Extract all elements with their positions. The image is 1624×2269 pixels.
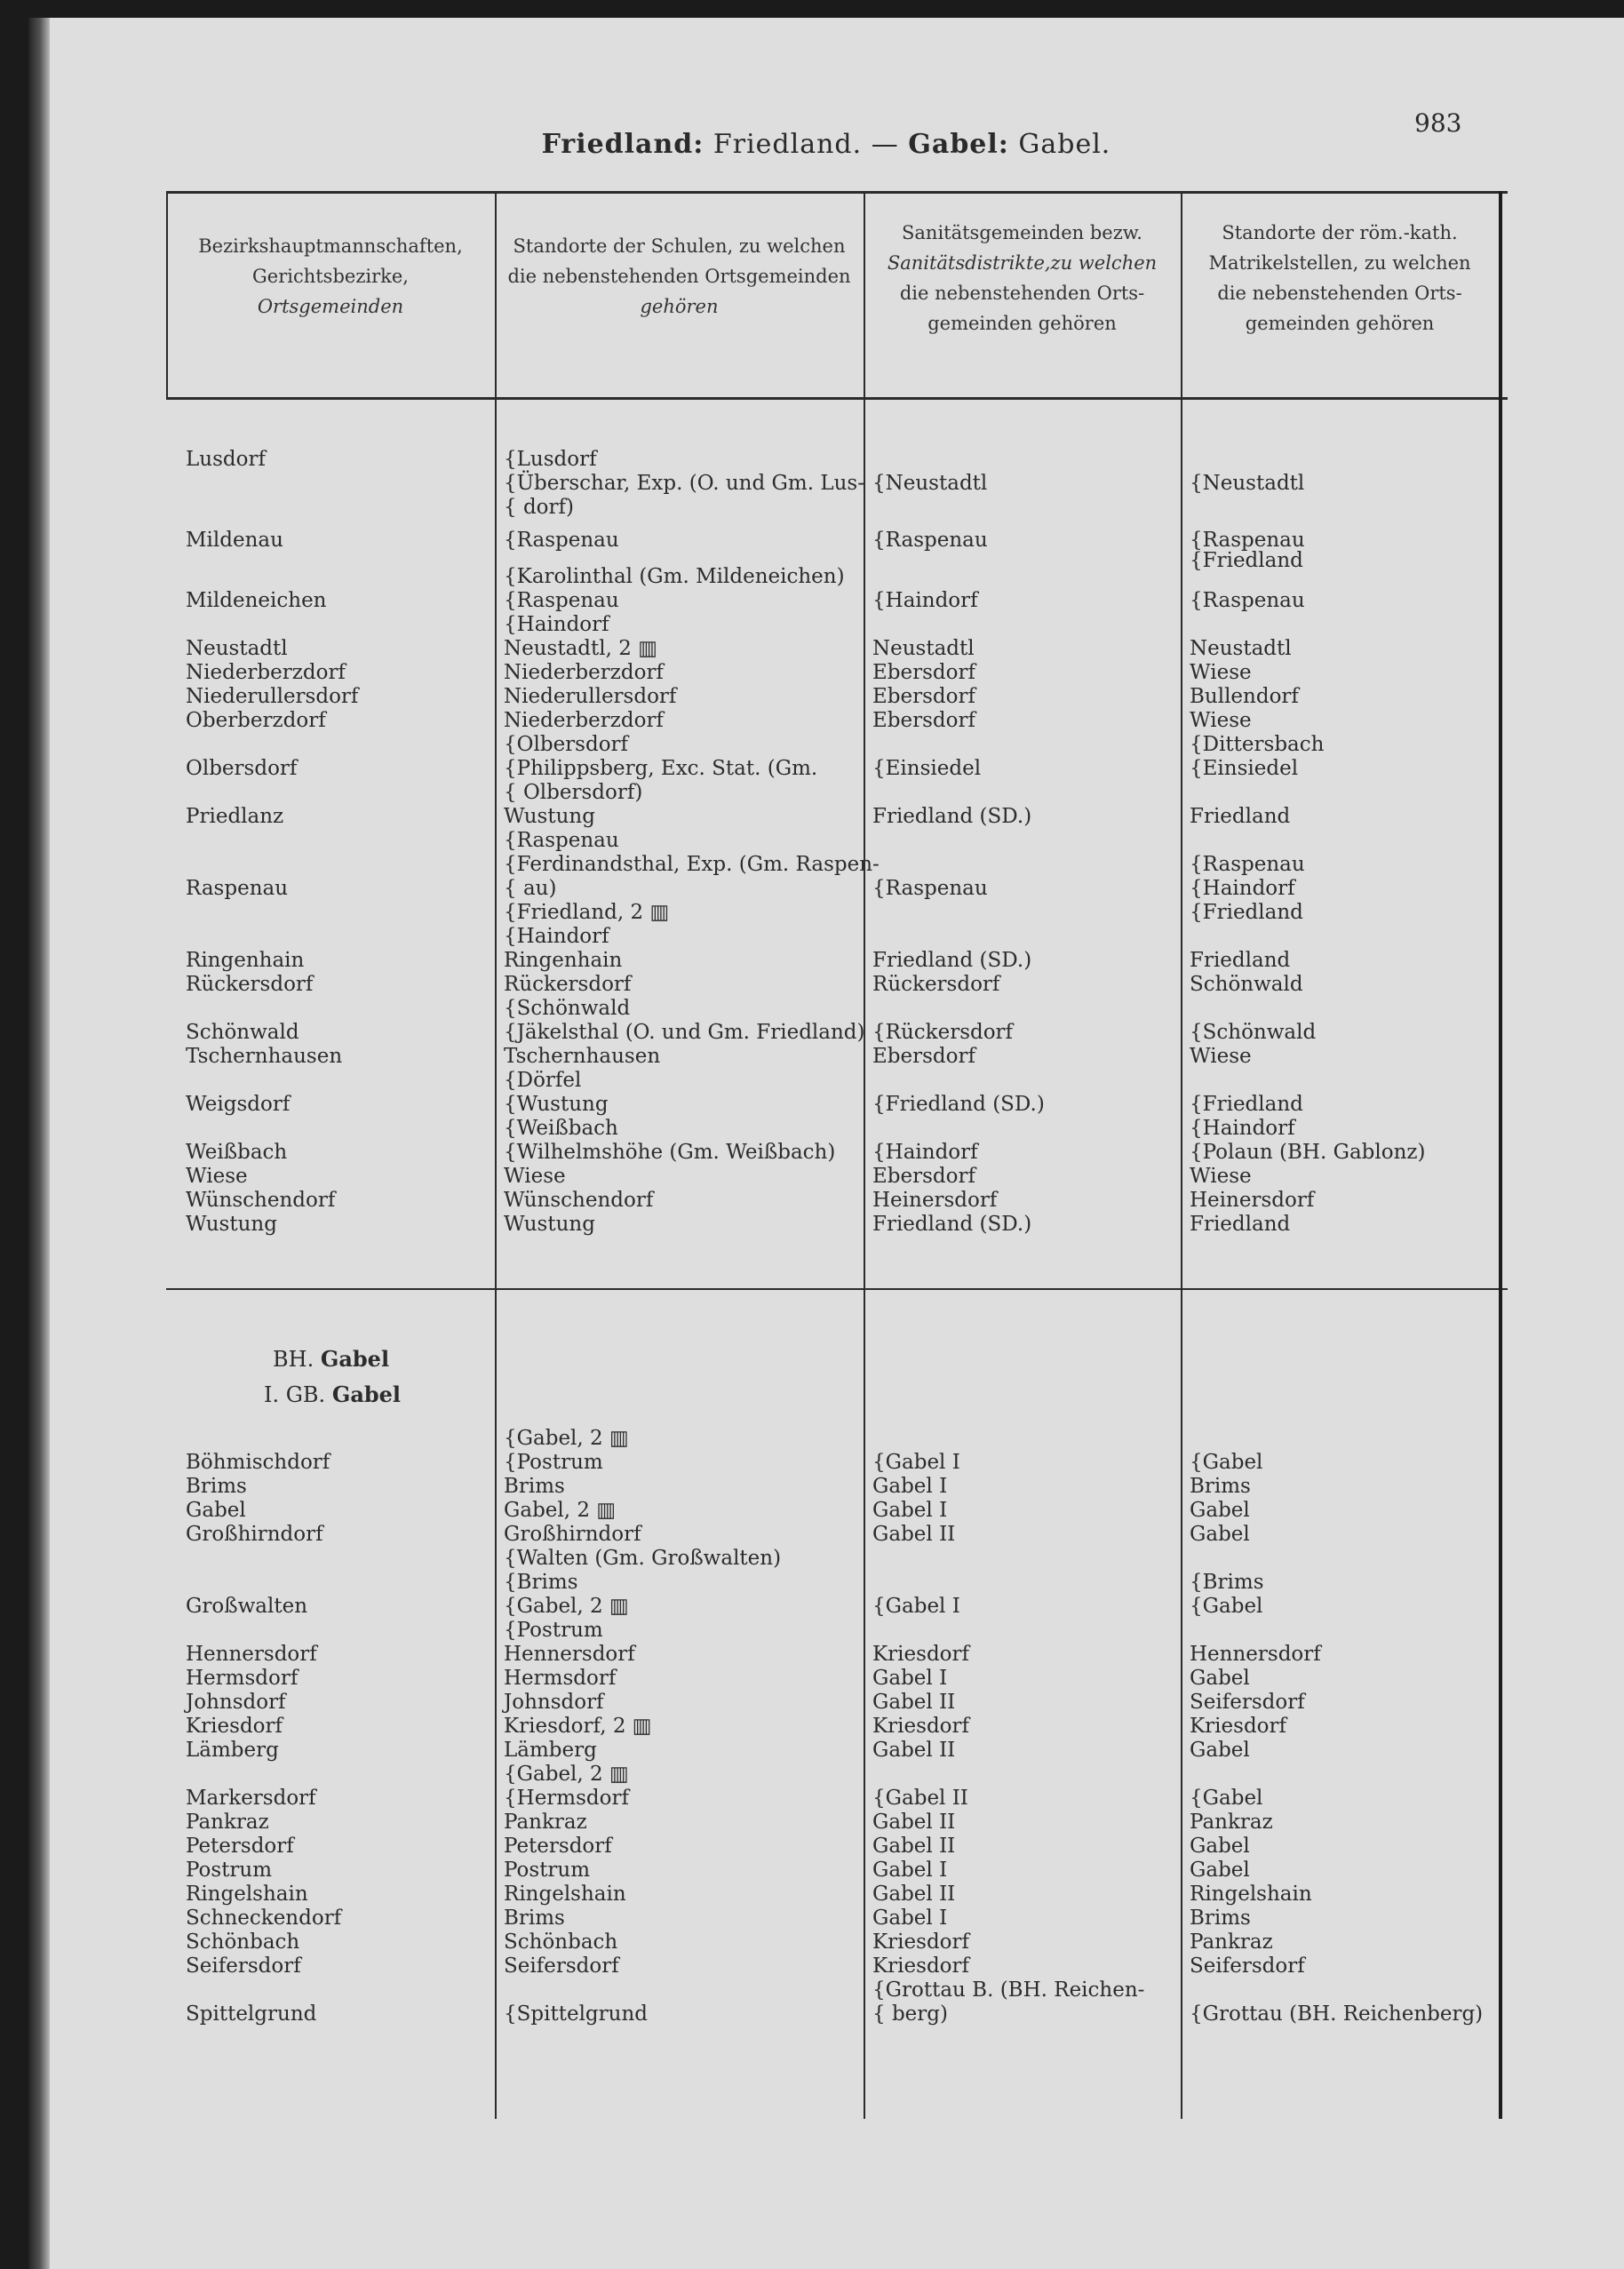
friedland-row-22-c4: Schönwald xyxy=(1190,973,1303,996)
header-district-b: Gabel: xyxy=(908,129,1009,160)
header-court-a: Friedland. xyxy=(712,129,863,160)
friedland-row-13-c3: {Einsiedel xyxy=(872,757,982,780)
header-line: Sanitätsgemeinden bezw. xyxy=(902,222,1142,243)
friedland-row-29-c3: {Haindorf xyxy=(872,1141,978,1164)
gabel-row-17-c2: Petersdorf xyxy=(504,1835,612,1858)
friedland-row-24-c3: {Rückersdorf xyxy=(872,1021,1014,1044)
gabel-row-1-c4: {Gabel xyxy=(1190,1451,1263,1474)
gabel-row-11-c2: Johnsdorf xyxy=(504,1691,604,1714)
friedland-row-13-c1: Olbersdorf xyxy=(186,757,298,780)
gabel-row-9-c2: Hennersdorf xyxy=(504,1643,635,1666)
column-header-matrikel xyxy=(1181,218,1499,338)
gabel-row-7-c1: Großwalten xyxy=(186,1595,308,1618)
column-divider-3 xyxy=(1181,191,1182,2119)
gabel-row-3-c1: Gabel xyxy=(186,1499,246,1522)
friedland-row-21-c1: Ringenhain xyxy=(186,949,305,972)
gabel-row-2-c4: Brims xyxy=(1190,1475,1251,1498)
friedland-row-32-c1: Wustung xyxy=(186,1213,277,1236)
friedland-row-18-c3: {Raspenau xyxy=(872,877,988,900)
header-line: Bezirkshauptmannschaften, xyxy=(198,235,463,257)
gabel-row-5-c2: {Walten (Gm. Großwalten) xyxy=(504,1547,782,1570)
gabel-row-20-c4: Brims xyxy=(1190,1907,1251,1930)
running-header xyxy=(28,129,1624,160)
friedland-row-5-c2: {Karolinthal (Gm. Mildeneichen) xyxy=(504,565,845,588)
gb-name: Gabel xyxy=(331,1381,402,1407)
friedland-row-27-c3: {Friedland (SD.) xyxy=(872,1093,1045,1116)
friedland-row-22-c3: Rückersdorf xyxy=(872,973,1000,996)
section-divider-rule xyxy=(166,1288,1508,1290)
gabel-row-10-c3: Gabel I xyxy=(872,1667,948,1690)
friedland-row-3-c1: Mildenau xyxy=(186,529,283,552)
gabel-row-15-c1: Markersdorf xyxy=(186,1787,316,1810)
friedland-row-17-c4: {Raspenau xyxy=(1190,853,1305,876)
gabel-row-21-c1: Schönbach xyxy=(186,1931,300,1954)
friedland-row-23-c2: {Schönwald xyxy=(504,997,631,1020)
gabel-row-17-c3: Gabel II xyxy=(872,1835,956,1858)
friedland-row-22-c2: Rückersdorf xyxy=(504,973,632,996)
gabel-row-22-c3: Kriesdorf xyxy=(872,1955,970,1978)
friedland-row-32-c3: Friedland (SD.) xyxy=(872,1213,1032,1236)
friedland-row-24-c1: Schönwald xyxy=(186,1021,299,1044)
gabel-row-15-c4: {Gabel xyxy=(1190,1787,1263,1810)
friedland-row-3-c2: {Raspenau xyxy=(504,529,619,552)
gabel-row-21-c3: Kriesdorf xyxy=(872,1931,970,1954)
friedland-row-21-c4: Friedland xyxy=(1190,949,1291,972)
gabel-row-24-c4: {Grottau (BH. Reichenberg) xyxy=(1190,2002,1484,2026)
friedland-row-24-c4: {Schönwald xyxy=(1190,1021,1317,1044)
gabel-row-4-c1: Großhirndorf xyxy=(186,1523,323,1546)
gabel-row-3-c2: Gabel, 2 ▥ xyxy=(504,1499,617,1522)
gabel-row-16-c2: Pankraz xyxy=(504,1811,587,1834)
friedland-row-30-c3: Ebersdorf xyxy=(872,1165,975,1188)
gabel-row-9-c4: Hennersdorf xyxy=(1190,1643,1321,1666)
gabel-row-9-c3: Kriesdorf xyxy=(872,1643,970,1666)
table-top-rule xyxy=(166,191,1508,194)
column-divider-1 xyxy=(495,191,497,2119)
friedland-row-9-c4: Wiese xyxy=(1190,661,1252,684)
friedland-row-11-c3: Ebersdorf xyxy=(872,709,975,732)
friedland-row-2-c2: { dorf) xyxy=(504,496,574,519)
gabel-row-14-c2: {Gabel, 2 ▥ xyxy=(504,1763,629,1786)
column-header-schulen xyxy=(495,231,864,322)
gabel-row-11-c3: Gabel II xyxy=(872,1691,956,1714)
friedland-row-20-c2: {Haindorf xyxy=(504,925,609,948)
friedland-row-32-c2: Wustung xyxy=(504,1213,595,1236)
friedland-row-25-c2: Tschernhausen xyxy=(504,1045,661,1068)
book-spine-shadow xyxy=(28,18,50,2269)
friedland-row-8-c4: Neustadtl xyxy=(1190,637,1292,660)
gabel-row-16-c3: Gabel II xyxy=(872,1811,956,1834)
gabel-row-3-c3: Gabel I xyxy=(872,1499,948,1522)
gabel-row-19-c4: Ringelshain xyxy=(1190,1883,1312,1906)
gabel-row-8-c2: {Postrum xyxy=(504,1619,603,1642)
friedland-row-6-c4: {Raspenau xyxy=(1190,589,1305,612)
friedland-row-3-c4: {Raspenau xyxy=(1190,529,1305,552)
friedland-row-7-c2: {Haindorf xyxy=(504,613,609,636)
friedland-row-8-c1: Neustadtl xyxy=(186,637,288,660)
gabel-row-11-c1: Johnsdorf xyxy=(186,1691,286,1714)
gabel-row-13-c2: Lämberg xyxy=(504,1739,597,1762)
gabel-row-7-c4: {Gabel xyxy=(1190,1595,1263,1618)
friedland-row-10-c1: Niederullersdorf xyxy=(186,685,359,708)
header-line: Ortsgemeinden xyxy=(257,296,404,317)
gabel-row-13-c3: Gabel II xyxy=(872,1739,956,1762)
friedland-row-8-c2: Neustadtl, 2 ▥ xyxy=(504,637,657,660)
friedland-row-28-c4: {Haindorf xyxy=(1190,1117,1295,1140)
friedland-row-29-c4: {Polaun (BH. Gablonz) xyxy=(1190,1141,1426,1164)
gabel-row-22-c4: Seifersdorf xyxy=(1190,1955,1305,1978)
header-line: die nebenstehenden Orts- xyxy=(899,283,1145,304)
friedland-row-0-c1: Lusdorf xyxy=(186,448,266,471)
gabel-row-12-c2: Kriesdorf, 2 ▥ xyxy=(504,1715,652,1738)
gabel-row-17-c4: Gabel xyxy=(1190,1835,1250,1858)
gabel-row-24-c2: {Spittelgrund xyxy=(504,2002,648,2026)
friedland-row-18-c2: { au) xyxy=(504,877,557,900)
gabel-row-21-c2: Schönbach xyxy=(504,1931,618,1954)
gabel-row-20-c1: Schneckendorf xyxy=(186,1907,342,1930)
gb-prefix: I. GB. xyxy=(264,1382,326,1407)
gabel-row-19-c2: Ringelshain xyxy=(504,1883,626,1906)
friedland-row-6-c1: Mildeneichen xyxy=(186,589,327,612)
friedland-row-3-c3: {Raspenau xyxy=(872,529,988,552)
column-header-sanitaet xyxy=(864,218,1181,338)
friedland-row-18-c4: {Haindorf xyxy=(1190,877,1295,900)
gabel-row-10-c1: Hermsdorf xyxy=(186,1667,299,1690)
friedland-row-12-c4: {Dittersbach xyxy=(1190,733,1325,756)
gabel-row-10-c2: Hermsdorf xyxy=(504,1667,617,1690)
gabel-row-13-c1: Lämberg xyxy=(186,1739,279,1762)
friedland-row-17-c2: {Ferdinandsthal, Exp. (Gm. Raspen- xyxy=(504,853,880,876)
gabel-row-12-c4: Kriesdorf xyxy=(1190,1715,1287,1738)
header-line: gemeinden gehören xyxy=(1245,313,1435,334)
friedland-row-15-c1: Priedlanz xyxy=(186,805,284,828)
gabel-row-15-c3: {Gabel II xyxy=(872,1787,968,1810)
friedland-row-32-c4: Friedland xyxy=(1190,1213,1291,1236)
gabel-row-18-c3: Gabel I xyxy=(872,1859,948,1882)
gabel-row-24-c3: { berg) xyxy=(872,2002,948,2026)
gabel-row-1-c3: {Gabel I xyxy=(872,1451,960,1474)
gabel-row-7-c2: {Gabel, 2 ▥ xyxy=(504,1595,629,1618)
gabel-row-19-c3: Gabel II xyxy=(872,1883,956,1906)
header-line: Standorte der Schulen, zu welchen xyxy=(513,235,846,257)
friedland-row-31-c2: Wünschendorf xyxy=(504,1189,654,1212)
bh-name: Gabel xyxy=(320,1346,390,1372)
friedland-row-29-c2: {Wilhelmshöhe (Gm. Weißbach) xyxy=(504,1141,836,1164)
gabel-row-4-c4: Gabel xyxy=(1190,1523,1250,1546)
friedland-row-11-c1: Oberberzdorf xyxy=(186,709,326,732)
gabel-row-18-c2: Postrum xyxy=(504,1859,591,1882)
gabel-row-9-c1: Hennersdorf xyxy=(186,1643,317,1666)
friedland-row-9-c1: Niederberzdorf xyxy=(186,661,346,684)
friedland-row-6-c3: {Haindorf xyxy=(872,589,978,612)
friedland-row-18-c1: Raspenau xyxy=(186,877,289,900)
gabel-row-1-c2: {Postrum xyxy=(504,1451,603,1474)
gabel-row-20-c2: Brims xyxy=(504,1907,565,1930)
gabel-row-11-c4: Seifersdorf xyxy=(1190,1691,1305,1714)
friedland-row-10-c4: Bullendorf xyxy=(1190,685,1299,708)
friedland-row-30-c1: Wiese xyxy=(186,1165,248,1188)
friedland-row-9-c2: Niederberzdorf xyxy=(504,661,664,684)
friedland-row-31-c1: Wünschendorf xyxy=(186,1189,336,1212)
gabel-row-23-c3: {Grottau B. (BH. Reichen- xyxy=(872,1978,1145,2002)
header-separator: — xyxy=(871,129,899,160)
gabel-row-18-c4: Gabel xyxy=(1190,1859,1250,1882)
gabel-row-21-c4: Pankraz xyxy=(1190,1931,1273,1954)
friedland-row-1-c2: {Überschar, Exp. (O. und Gm. Lus- xyxy=(504,472,864,495)
friedland-row-21-c2: Ringenhain xyxy=(504,949,623,972)
friedland-row-19-c2: {Friedland, 2 ▥ xyxy=(504,901,670,924)
friedland-row-31-c3: Heinersdorf xyxy=(872,1189,998,1212)
friedland-row-13-c4: {Einsiedel xyxy=(1190,757,1299,780)
gabel-row-24-c1: Spittelgrund xyxy=(186,2002,317,2026)
header-line: Gerichtsbezirke, xyxy=(252,266,409,287)
header-line: gehören xyxy=(640,296,719,317)
friedland-row-1-c3: {Neustadtl xyxy=(872,472,988,495)
header-line: Standorte der röm.-kath. xyxy=(1222,222,1458,243)
friedland-row-27-c4: {Friedland xyxy=(1190,1093,1303,1116)
section-gb-heading xyxy=(264,1381,401,1407)
gabel-row-10-c4: Gabel xyxy=(1190,1667,1250,1690)
header-bottom-rule xyxy=(166,397,1508,400)
friedland-row-29-c1: Weißbach xyxy=(186,1141,288,1164)
gabel-row-22-c1: Seifersdorf xyxy=(186,1955,301,1978)
gabel-row-2-c3: Gabel I xyxy=(872,1475,948,1498)
friedland-row-21-c3: Friedland (SD.) xyxy=(872,949,1032,972)
gabel-row-4-c2: Großhirndorf xyxy=(504,1523,641,1546)
friedland-row-10-c3: Ebersdorf xyxy=(872,685,975,708)
friedland-row-27-c1: Weigsdorf xyxy=(186,1093,291,1116)
friedland-row-10-c2: Niederullersdorf xyxy=(504,685,677,708)
header-line: die nebenstehenden Ortsgemeinden xyxy=(507,266,851,287)
gabel-row-1-c1: Böhmischdorf xyxy=(186,1451,330,1474)
header-district-a: Friedland: xyxy=(541,129,705,160)
gabel-row-22-c2: Seifersdorf xyxy=(504,1955,619,1978)
gabel-row-18-c1: Postrum xyxy=(186,1859,273,1882)
friedland-row-15-c2: Wustung xyxy=(504,805,595,828)
friedland-row-16-c2: {Raspenau xyxy=(504,829,619,852)
friedland-row-13-c2: {Philippsberg, Exc. Stat. (Gm. xyxy=(504,757,818,780)
friedland-row-11-c4: Wiese xyxy=(1190,709,1252,732)
gabel-row-16-c1: Pankraz xyxy=(186,1811,269,1834)
gabel-row-0-c2: {Gabel, 2 ▥ xyxy=(504,1427,629,1450)
friedland-row-25-c4: Wiese xyxy=(1190,1045,1252,1068)
friedland-row-0-c2: {Lusdorf xyxy=(504,448,597,471)
friedland-row-6-c2: {Raspenau xyxy=(504,589,619,612)
gabel-row-13-c4: Gabel xyxy=(1190,1739,1250,1762)
friedland-row-30-c4: Wiese xyxy=(1190,1165,1252,1188)
gabel-row-16-c4: Pankraz xyxy=(1190,1811,1273,1834)
friedland-row-14-c2: { Olbersdorf) xyxy=(504,781,643,804)
friedland-row-31-c4: Heinersdorf xyxy=(1190,1189,1315,1212)
gabel-row-6-c4: {Brims xyxy=(1190,1571,1264,1594)
friedland-row-25-c1: Tschernhausen xyxy=(186,1045,343,1068)
header-line: die nebenstehenden Orts- xyxy=(1217,283,1462,304)
friedland-row-8-c3: Neustadtl xyxy=(872,637,975,660)
gabel-row-6-c2: {Brims xyxy=(504,1571,578,1594)
friedland-row-15-c3: Friedland (SD.) xyxy=(872,805,1032,828)
friedland-row-12-c2: {Olbersdorf xyxy=(504,733,629,756)
bh-prefix: BH. xyxy=(273,1347,314,1372)
gabel-row-19-c1: Ringelshain xyxy=(186,1883,308,1906)
friedland-row-9-c3: Ebersdorf xyxy=(872,661,975,684)
friedland-row-19-c4: {Friedland xyxy=(1190,901,1303,924)
gabel-row-20-c3: Gabel I xyxy=(872,1907,948,1930)
friedland-row-22-c1: Rückersdorf xyxy=(186,973,314,996)
friedland-row-28-c2: {Weißbach xyxy=(504,1117,618,1140)
gabel-row-3-c4: Gabel xyxy=(1190,1499,1250,1522)
header-line: Matrikelstellen, zu welchen xyxy=(1208,252,1471,274)
right-border xyxy=(1499,191,1502,2119)
friedland-row-11-c2: Niederberzdorf xyxy=(504,709,664,732)
friedland-row-1-c4: {Neustadtl xyxy=(1190,472,1305,495)
header-line: gemeinden gehören xyxy=(927,313,1117,334)
register-table xyxy=(166,191,1508,2119)
friedland-row-27-c2: {Wustung xyxy=(504,1093,609,1116)
page-number: 983 xyxy=(1414,108,1462,138)
gabel-row-15-c2: {Hermsdorf xyxy=(504,1787,629,1810)
friedland-row-25-c3: Ebersdorf xyxy=(872,1045,975,1068)
gabel-row-12-c3: Kriesdorf xyxy=(872,1715,970,1738)
friedland-row-24-c2: {Jäkelsthal (O. und Gm. Friedland) xyxy=(504,1021,865,1044)
friedland-row-15-c4: Friedland xyxy=(1190,805,1291,828)
scanned-page xyxy=(28,18,1624,2269)
friedland-row-26-c2: {Dörfel xyxy=(504,1069,582,1092)
gabel-row-2-c2: Brims xyxy=(504,1475,565,1498)
gabel-row-2-c1: Brims xyxy=(186,1475,247,1498)
section-bh-heading xyxy=(273,1346,389,1372)
header-court-b: Gabel. xyxy=(1018,129,1111,160)
column-header-ortsgemeinden xyxy=(166,231,495,322)
gabel-row-17-c1: Petersdorf xyxy=(186,1835,294,1858)
friedland-row-30-c2: Wiese xyxy=(504,1165,566,1188)
gabel-row-7-c3: {Gabel I xyxy=(872,1595,960,1618)
gabel-row-12-c1: Kriesdorf xyxy=(186,1715,283,1738)
friedland-row-4-c4: {Friedland xyxy=(1190,549,1303,572)
gabel-row-4-c3: Gabel II xyxy=(872,1523,956,1546)
header-line: Sanitätsdistrikte,zu welchen xyxy=(887,252,1158,274)
